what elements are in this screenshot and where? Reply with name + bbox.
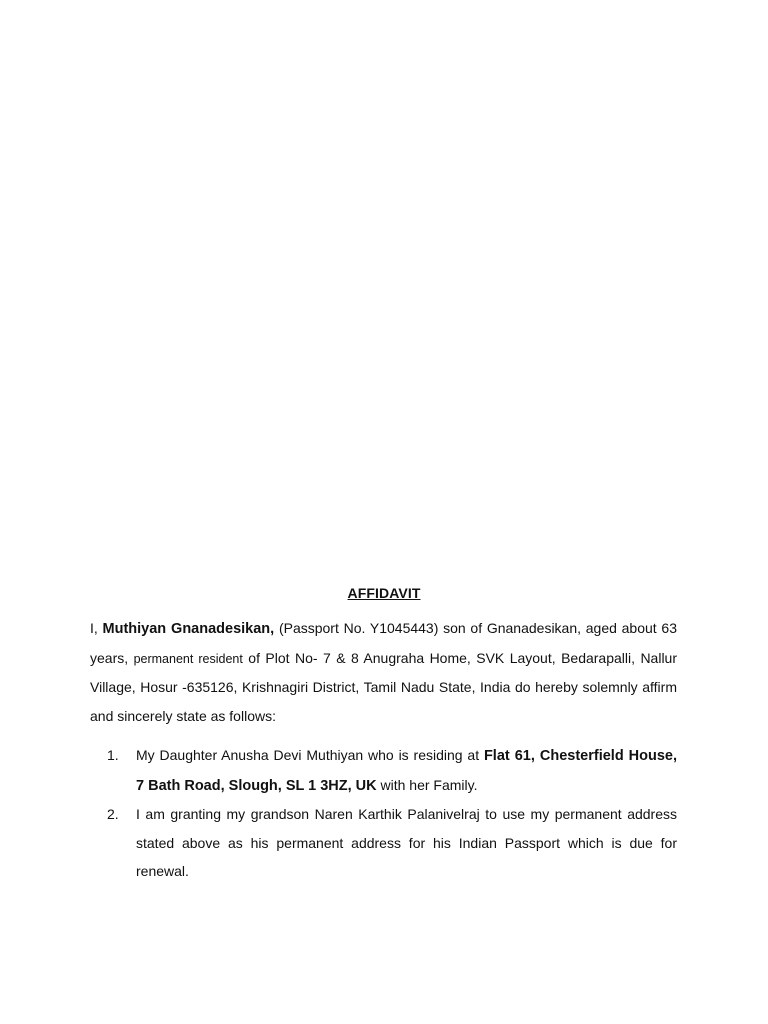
list-item — [90, 741, 677, 800]
statement-list — [90, 741, 677, 886]
intro-text-2: of Plot No- 7 & 8 Anugraha Home, SVK Layout, Bedarapalli, Nallur Village, Hosur -635126, Krishnagiri District, Tamil Nadu State, India do hereby solemnly affirm and sincerely state as follows: — [90, 649, 678, 724]
list-item-text: My Daughter Anusha Devi Muthiyan who is residing at — [136, 747, 484, 763]
intro-text-small: permanent resident — [133, 651, 243, 666]
list-item-number: 1. — [107, 747, 119, 763]
list-item-text: I am granting my grandson Naren Karthik Palanivelraj to use my permanent address stated above as his permanent address for his Indian Passport which is due for renewal. — [136, 806, 677, 879]
affiant-name: Muthiyan Gnanadesikan, — [102, 621, 275, 637]
intro-paragraph — [90, 614, 677, 730]
list-item-text-after: with her Family. — [376, 776, 478, 793]
list-item — [90, 800, 677, 886]
list-item-address: Flat 61, Chesterfield House, 7 Bath Road, Slough, SL 1 3HZ, UK — [136, 748, 678, 794]
list-item-number: 2. — [107, 806, 119, 822]
intro-text-1: (Passport No. Y1045443) son of Gnanadesikan, aged about 63 years, — [90, 620, 677, 666]
document-title: AFFIDAVIT — [347, 585, 421, 601]
intro-prefix: I, — [90, 620, 103, 636]
